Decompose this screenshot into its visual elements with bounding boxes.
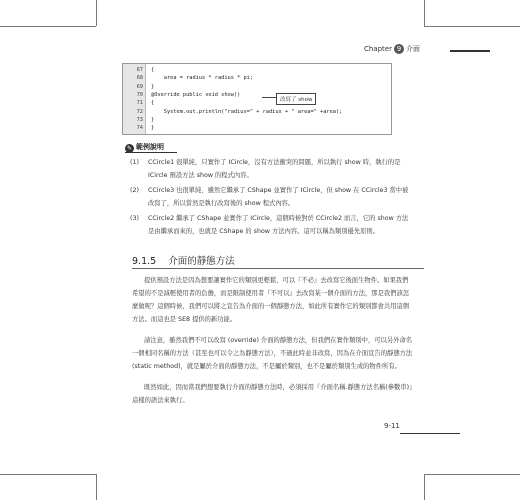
list-item-number: (2) [130,187,139,194]
crop-mark [424,474,520,475]
paragraph: 請注意，雖然我們不可以改寫 (override) 介面的靜態方法，但我們在實作類別中，可以另外命名一個相同名稱的方法（甚至也可以令之為靜態方法），不過此時並非改寫，因為在介面宣告的靜態方法 (static method)，就是屬於介面的靜態方法，不是屬於類別，也不是屬於類別生成的物件所有。 [132,337,413,370]
code-line: System.out.println("radius=" + radius + " area=" +area); [151,108,343,115]
code-line-number: 72 [136,108,143,115]
chapter-number: 9 [394,44,404,54]
code-line-number: 68 [136,75,143,82]
code-line: } [151,83,155,90]
crop-mark [424,0,425,26]
code-line: } [151,116,155,123]
section-rule [132,268,424,269]
list-item [132,212,414,238]
callout-connector [262,97,276,98]
chapter-header [330,44,490,58]
list-item-number: (3) [130,215,139,222]
list-item-number: (1) [130,159,139,166]
code-line-number: 71 [136,100,143,107]
list-item-text: CCircle1 很單純，只實作了 ICircle，沒有方法衝突的問題，所以執行 show 時，執行的是 ICircle 預設方法 show 的程式內容。 [148,159,401,179]
header-rule [450,50,490,52]
code-line-number: 74 [136,125,143,132]
example-title-text: 範例說明 [136,143,164,151]
code-line: { [151,67,155,73]
example-title [125,142,164,153]
code-listing [122,63,392,135]
code-line-number: 67 [136,67,143,73]
paragraph: 既然如此，因而當我們想要執行介面的靜態方法時，必須採用『介面名稱.靜態方法名稱(參數串)』這樣的語法來執行。 [132,384,413,404]
chapter-label [364,44,420,54]
list-item [132,184,414,210]
code-line-number: 69 [136,83,143,90]
code-line-number: 70 [136,91,143,98]
code-line: } [151,125,155,132]
section-heading [132,253,235,267]
chapter-title: 介面 [406,45,420,53]
code-line: { [151,100,155,107]
section-number: 9.1.5 [132,256,157,267]
footer-rule [400,433,460,434]
list-item-text: CCircle2 繼承了 CShape 並實作了 ICircle，這個時候對於 CCircle2 而言，它的 show 方法是由繼承而來的，也就是 CShape 的 show 方法內容。這可以稱為類別優先原則。 [148,215,409,235]
crop-mark [0,26,96,27]
list-item-text: CCircle3 也很單純，雖然它繼承了 CShape 並實作了 ICircle，但 show 在 CCircle3 當中被改寫了，所以當然是執行改寫後的 show 程式內容。 [148,187,409,207]
section-title: 介面的靜態方法 [168,256,235,267]
crop-mark [96,0,97,26]
page-number: 9-11 [384,422,400,430]
chapter-word: Chapter [364,45,392,53]
crop-mark [96,474,97,500]
crop-mark [424,474,425,500]
paragraph: 提供預設方法是因為想要讓實作它的類別更輕鬆，可以『不必』去改寫它後面生物件。如果我們希望的不是減輕使用者的負擔，而是限制使用者『不可以』去改寫某一個介面的方法，那是我們該怎麼做呢？這個時候，我們可以將之宣告為介面的一個靜態方法，如此所有實作它的類別都會共用這個方法。而這也是 SE8 提供的新功能。 [132,277,410,323]
crop-mark [0,474,96,475]
list-item [132,156,414,182]
code-callout: 改寫了 show [276,93,316,105]
crop-mark [424,26,520,27]
code-line-number: 73 [136,116,143,123]
pencil-icon: ✎ [126,145,133,152]
code-line: area = radius * radius * pi; [151,75,254,82]
example-title-underline [125,152,177,153]
code-line: @Override public void show() [151,91,241,98]
